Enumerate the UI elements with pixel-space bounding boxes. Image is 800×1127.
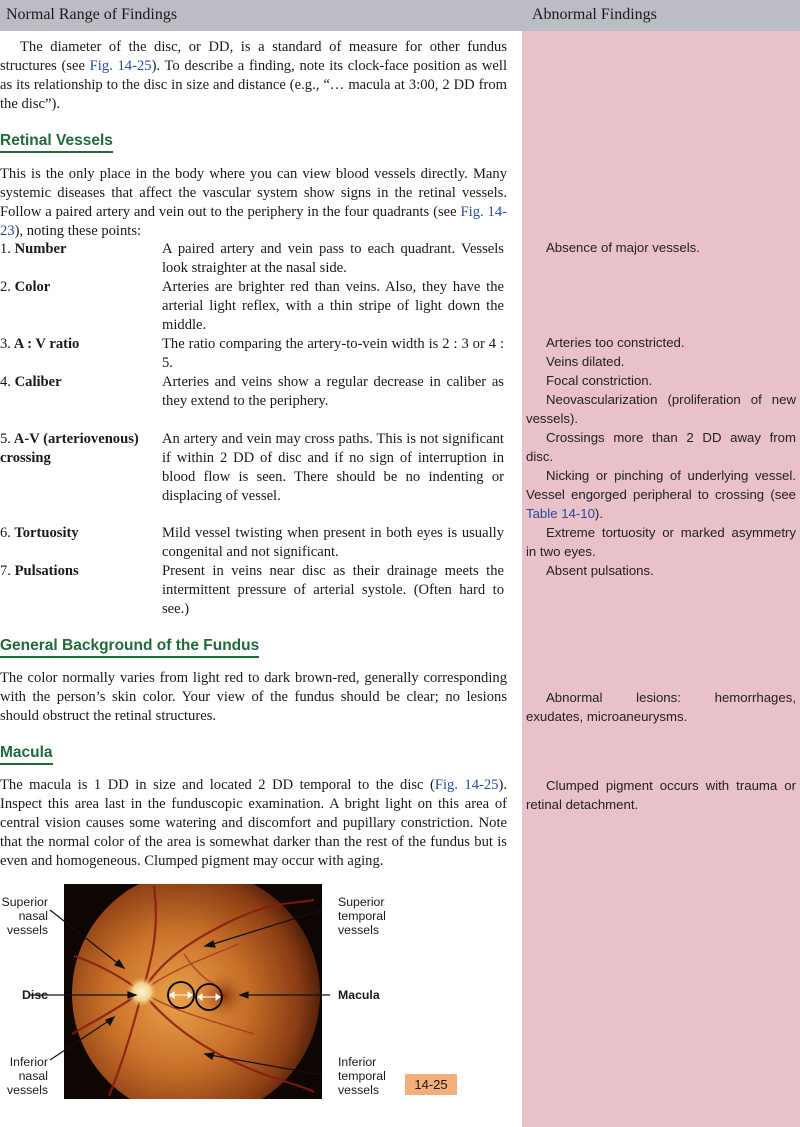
abnormal-pulsations: Absent pulsations.	[546, 563, 654, 578]
abnormal-crossing-2: Nicking or pinching of underlying vessel. Vessel engorged peripheral to crossing (see Table 14-10).	[526, 468, 796, 521]
figure-number-badge: 14-25	[405, 1074, 457, 1095]
intro-text-1: The diameter of the disc, or DD, is a standard of measure for other fundus structures (see	[0, 39, 507, 74]
item-pulsations-label: 7. Pulsations	[0, 563, 79, 579]
section-heading-macula: Macula	[0, 744, 53, 762]
fig-link-14-25[interactable]: Fig. 14-25	[89, 58, 152, 74]
header-abnormal-title: Abnormal Findings	[532, 6, 657, 23]
macula-text-2: ). Inspect this area last in the funduscopic examination. A bright light on this area of central vision causes some watering and discomfort and pupillary constriction. Note that the normal color of the area is somewhat darker than the rest of the fundus but is even and homogeneous. Clumped pigment may occur with aging.	[0, 777, 507, 869]
item-crossing-label: 5. A-V (arteriovenous) crossing	[0, 431, 139, 466]
macula-paragraph	[0, 776, 507, 871]
intro-text-2: ). To describe a finding, note its clock-face position as well as its relationship to the disc in size and distance (e.g., “… macula at 3:00, 2 DD from the disc”).	[0, 58, 508, 112]
label-inferior-temporal: Inferior temporal vessels	[338, 1055, 386, 1097]
item-color-desc: Arteries are brighter red than veins. Also, they have the arterial light reflex, with a thin stripe of light down the middle.	[162, 279, 504, 333]
abnormal-macula: Clumped pigment occurs with trauma or retinal detachment.	[526, 778, 796, 812]
header-normal-title: Normal Range of Findings	[6, 6, 178, 23]
abnormal-caliber-2: Neovascularization (proliferation of new vessels).	[526, 392, 796, 426]
abnormal-background: Abnormal lesions: hemorrhages, exudates, microaneurysms.	[526, 690, 796, 724]
label-inferior-nasal: Inferior nasal vessels	[6, 1055, 48, 1097]
abnormal-ratio-1: Arteries too constricted.	[546, 335, 685, 350]
fig-link-14-25-macula[interactable]: Fig. 14-25	[434, 777, 499, 793]
abnormal-ratio-2: Veins dilated.	[546, 354, 625, 369]
item-crossing-desc: An artery and vein may cross paths. This is not significant if within 2 DD of disc and if no sign of interruption in blood flow is seen. There should be no indenting or displacing of vessel.	[162, 431, 504, 504]
label-superior-nasal: Superior nasal vessels	[1, 895, 48, 937]
item-ratio-desc: The ratio comparing the artery-to-vein width is 2 : 3 or 4 : 5.	[162, 336, 504, 371]
label-macula: Macula	[338, 988, 380, 1002]
section-heading-retinal-vessels: Retinal Vessels	[0, 132, 113, 150]
background-paragraph: The color normally varies from light red to dark brown-red, generally corresponding with the person’s skin color. Your view of the fundus should be clear; no lesions should obstruct the retinal structures.	[0, 670, 507, 724]
section-heading-general-background: General Background of the Fundus	[0, 637, 259, 655]
item-tortuosity-desc: Mild vessel twisting when present in both eyes is usually congenital and not significant.	[162, 525, 504, 560]
intro-paragraph	[0, 38, 507, 114]
item-ratio-label: 3. A : V ratio	[0, 336, 80, 352]
item-number-desc: A paired artery and vein pass to each quadrant. Vessels look straighter at the nasal side.	[162, 241, 504, 276]
item-pulsations-desc: Present in veins near disc as their drainage meets the intermittent pressure of arterial systole. (Often hard to see.)	[162, 563, 504, 617]
label-superior-temporal: Superior temporal vessels	[338, 895, 386, 937]
retinal-text-1: This is the only place in the body where you can view blood vessels directly. Many systemic diseases that affect the vascular system show signs in the retinal vessels. Follow a paired artery and vein out to the periphery in the four quadrants (see	[0, 166, 507, 220]
macula-text-1: The macula is 1 DD in size and located 2 DD temporal to the disc (	[0, 777, 435, 793]
item-tortuosity-label: 6. Tortuosity	[0, 525, 79, 541]
fig-link-14-23[interactable]: Fig. 14-23	[0, 204, 508, 239]
abnormal-crossing-1: Crossings more than 2 DD away from disc.	[526, 430, 796, 464]
item-number-label: 1. Number	[0, 241, 67, 257]
retinal-intro-paragraph	[0, 165, 507, 241]
item-color-label: 2. Color	[0, 279, 51, 295]
abnormal-number: Absence of major vessels.	[546, 240, 700, 255]
item-caliber-label: 4. Caliber	[0, 374, 62, 390]
retinal-text-2: ), noting these points:	[14, 223, 142, 239]
abnormal-tortuosity: Extreme tortuosity or marked asymmetry in two eyes.	[526, 525, 796, 559]
header-normal	[0, 0, 522, 31]
abnormal-caliber-1: Focal constriction.	[546, 373, 653, 388]
table-link-14-10[interactable]: Table 14-10	[526, 506, 595, 521]
label-disc: Disc	[22, 988, 48, 1002]
header-abnormal	[522, 0, 800, 31]
item-caliber-desc: Arteries and veins show a regular decrease in caliber as they extend to the periphery.	[162, 374, 504, 409]
